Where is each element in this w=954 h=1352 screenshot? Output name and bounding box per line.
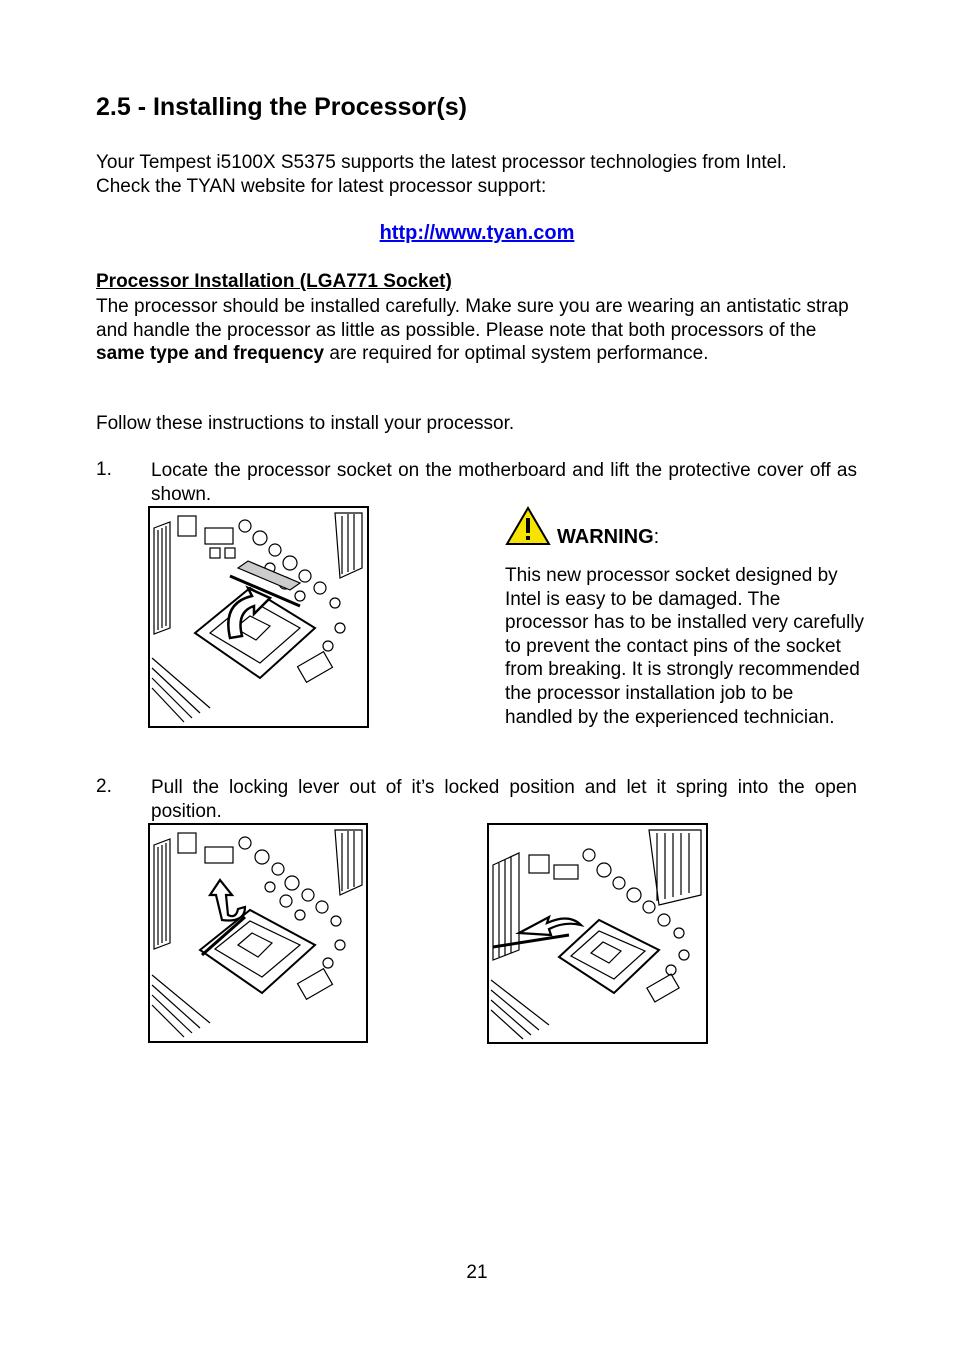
heatsink-left xyxy=(154,522,170,634)
install-text-before: The processor should be installed carefully. Make sure you are wearing an antistatic strap and handle the processor as little as possible. Please note that both processors of the xyxy=(96,296,849,341)
spring-arrow-icon xyxy=(519,917,581,935)
step-2-number: 2. xyxy=(96,776,112,797)
intro-line-2: Check the TYAN website for latest processor support: xyxy=(96,175,547,197)
motherboard-illustration-1 xyxy=(150,508,367,726)
lift-arrow-icon xyxy=(228,588,270,638)
section-title: 2.5 - Installing the Processor(s) xyxy=(96,93,467,121)
motherboard-illustration-3 xyxy=(489,825,706,1042)
install-paragraph xyxy=(96,295,861,366)
step-1-number: 1. xyxy=(96,459,112,480)
warning-triangle-icon xyxy=(505,506,551,546)
warning-colon: : xyxy=(653,526,660,548)
follow-instructions-text: Follow these instructions to install your processor. xyxy=(96,413,515,434)
page-number: 21 xyxy=(466,1262,488,1283)
tyan-website-link[interactable]: http://www.tyan.com xyxy=(379,222,575,244)
install-text-after: are required for optimal system performance. xyxy=(324,343,709,364)
motherboard-illustration-2 xyxy=(150,825,366,1041)
intro-line-1: Your Tempest i5100X S5375 supports the latest processor technologies from Intel. xyxy=(96,152,787,173)
warning-title xyxy=(557,526,659,549)
figure-pull-lever xyxy=(148,823,368,1043)
subheading-lga771: Processor Installation (LGA771 Socket) xyxy=(96,271,452,292)
intro-paragraph xyxy=(96,151,876,198)
warning-text: This new processor socket designed by Intel is easy to be damaged. The processor has to be installed very carefully to prevent the contact pins of the socket from breaking. It is strongly recommended the processor installation job to be handled by the experienced technician. xyxy=(505,565,865,728)
pull-arrow-icon xyxy=(210,880,245,920)
figure-lever-open xyxy=(487,823,708,1044)
step-2-text: Pull the locking lever out of it’s locked position and let it spring into the open position. xyxy=(151,777,857,822)
figure-lift-cover xyxy=(148,506,369,728)
warning-title-text: WARNING xyxy=(557,526,654,548)
step-1-text: Locate the processor socket on the motherboard and lift the protective cover off as shown. xyxy=(151,460,857,505)
install-text-bold: same type and frequency xyxy=(96,343,325,364)
